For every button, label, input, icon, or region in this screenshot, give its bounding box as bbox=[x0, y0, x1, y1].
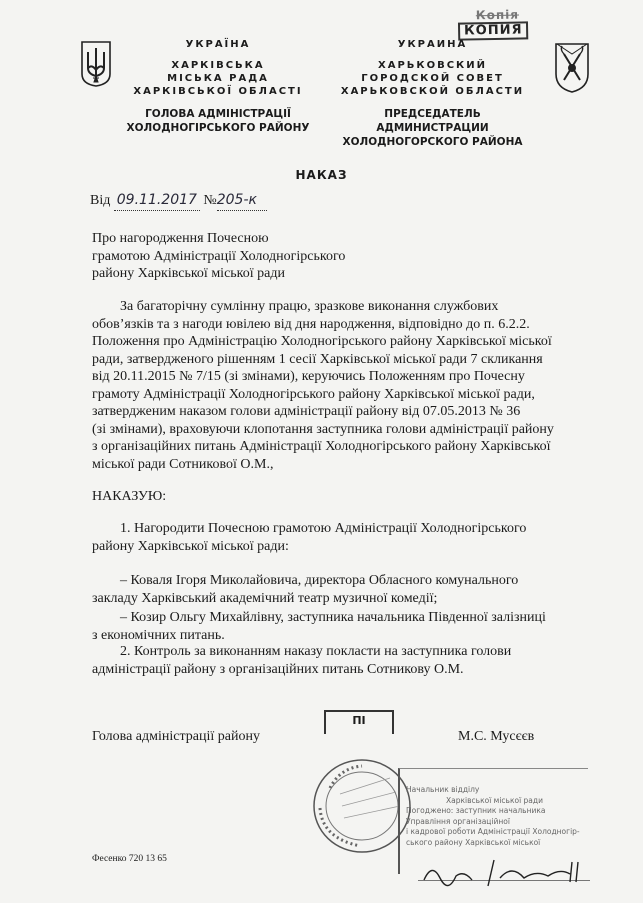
approval-line-2: Харківської міської ради bbox=[446, 795, 543, 805]
header-ru-council-3: ХАРЬКОВСКОЙ ОБЛАСТИ bbox=[340, 86, 525, 97]
item2-line-2: адміністрації району з організаційних питань Сотникову О.М. bbox=[92, 661, 464, 677]
awardee1-line-2: закладу Харківський академічний театр музичної комедії; bbox=[92, 590, 438, 606]
order-word: НАКАЗУЮ: bbox=[92, 489, 167, 504]
date-line bbox=[90, 192, 267, 211]
awardee-1 bbox=[92, 572, 518, 607]
order-item-1 bbox=[92, 520, 526, 555]
approval-line-5: і кадрової роботи Адміністрації Холодногір- bbox=[406, 827, 580, 836]
item1-line-2: району Харківської міської ради: bbox=[92, 538, 289, 554]
approval-line-3: Погоджено: заступник начальника bbox=[406, 806, 546, 815]
header-russian bbox=[330, 38, 535, 149]
header-ru-council-1: ХАРЬКОВСКИЙ bbox=[378, 60, 487, 71]
preamble-line-7: затвердженим наказом голови адміністрації району від 07.05.2013 № 36 bbox=[92, 404, 521, 419]
awardee-2 bbox=[92, 609, 546, 644]
preamble-line-6: грамоту Адміністрації Холодногірського району Харківської міської ради, bbox=[92, 386, 535, 402]
approval-line-6: ського району Харківської міської bbox=[406, 837, 541, 847]
preamble-line-10: міської ради Сотникової О.М., bbox=[92, 456, 274, 472]
signature-stamp: ПІ bbox=[324, 710, 394, 734]
approval-signature-icon bbox=[420, 852, 590, 892]
preamble-line-9: з організаційних питань Адміністрації Холодногірського району Харківської bbox=[92, 439, 551, 454]
preamble-line-1: За багаторічну сумлінну працю, зразкове виконання службових bbox=[120, 299, 499, 314]
kharkiv-coat-of-arms-icon bbox=[554, 40, 590, 94]
signature-name: М.С. Мусєєв bbox=[458, 729, 535, 744]
item2-line-1: 2. Контроль за виконанням наказу покласти на заступника голови bbox=[120, 644, 512, 659]
item1-line-1: 1. Нагородити Почесною грамотою Адміністрації Холодногірського bbox=[120, 521, 527, 536]
order-subject bbox=[92, 230, 345, 283]
approval-line-4: Управління організаційної bbox=[406, 816, 510, 826]
awardee1-line-1: – Коваля Ігоря Миколайовича, директора Обласного комунального bbox=[120, 573, 519, 588]
header-ua-council-2: МІСЬКА РАДА bbox=[167, 73, 269, 84]
header-ru-council-2: ГОРОДСКОЙ СОВЕТ bbox=[361, 73, 504, 84]
ukraine-trident-icon bbox=[80, 40, 112, 88]
approval-line-1: Начальник відділу bbox=[406, 785, 480, 794]
header-ru-country: УКРАИНА bbox=[397, 39, 468, 50]
order-item-2 bbox=[92, 643, 511, 678]
subject-line-1: Про нагородження Почесною bbox=[92, 231, 269, 246]
copy-stamp-ru: КОПИЯ bbox=[458, 21, 529, 40]
preamble-line-5: від 20.11.2015 № 7/15 (зі змінами), керуючись Положенням про Почесну bbox=[92, 369, 525, 384]
header-ukrainian bbox=[118, 38, 318, 135]
executor-info: Фесенко 720 13 65 bbox=[92, 854, 167, 864]
preamble-line-4: ради, затвердженого рішенням 1 сесії Харківської міської ради 7 скликання bbox=[92, 351, 543, 367]
awardee2-line-2: з економічних питань. bbox=[92, 627, 225, 643]
header-ua-council-3: ХАРКІВСЬКОЇ ОБЛАСТІ bbox=[133, 86, 303, 97]
header-ua-office-1: ГОЛОВА АДМІНІСТРАЦІЇ bbox=[145, 108, 291, 120]
header-ua-office-2: ХОЛОДНОГІРСЬКОГО РАЙОНУ bbox=[126, 122, 310, 134]
copy-stamp-ua: Копія bbox=[475, 7, 520, 23]
awardee2-line-1: – Козир Ольгу Михайлівну, заступника начальника Південної залізниці bbox=[120, 610, 546, 625]
header-ua-country: УКРАЇНА bbox=[185, 39, 251, 50]
signature-title: Голова адміністрації району bbox=[92, 729, 260, 744]
subject-line-3: району Харківської міської ради bbox=[92, 266, 285, 281]
header-ru-office-2: ХОЛОДНОГОРСКОГО РАЙОНА bbox=[342, 136, 523, 148]
date-prefix: Від bbox=[90, 193, 111, 208]
preamble-line-2: обов’язків та з нагоди ювілею від дня народження, відповідно до п. 6.2.2. bbox=[92, 316, 530, 332]
document-title: НАКАЗ bbox=[295, 168, 348, 182]
order-date: 09.11.2017 bbox=[114, 192, 200, 211]
preamble bbox=[92, 298, 592, 473]
preamble-line-8: (зі змінами), враховуючи клопотання заступника голови адміністрації району bbox=[92, 421, 554, 437]
header-ua-council-1: ХАРКІВСЬКА bbox=[171, 60, 265, 71]
number-prefix: № bbox=[203, 193, 217, 208]
order-number: 205-к bbox=[217, 192, 267, 211]
subject-line-2: грамотою Адміністрації Холодногірського bbox=[92, 248, 346, 264]
preamble-line-3: Положення про Адміністрацію Холодногірського району Харківської міської bbox=[92, 334, 552, 349]
header-ru-office-1: ПРЕДСЕДАТЕЛЬ АДМИНИСТРАЦИИ bbox=[376, 108, 489, 134]
copy-stamp bbox=[458, 7, 529, 40]
